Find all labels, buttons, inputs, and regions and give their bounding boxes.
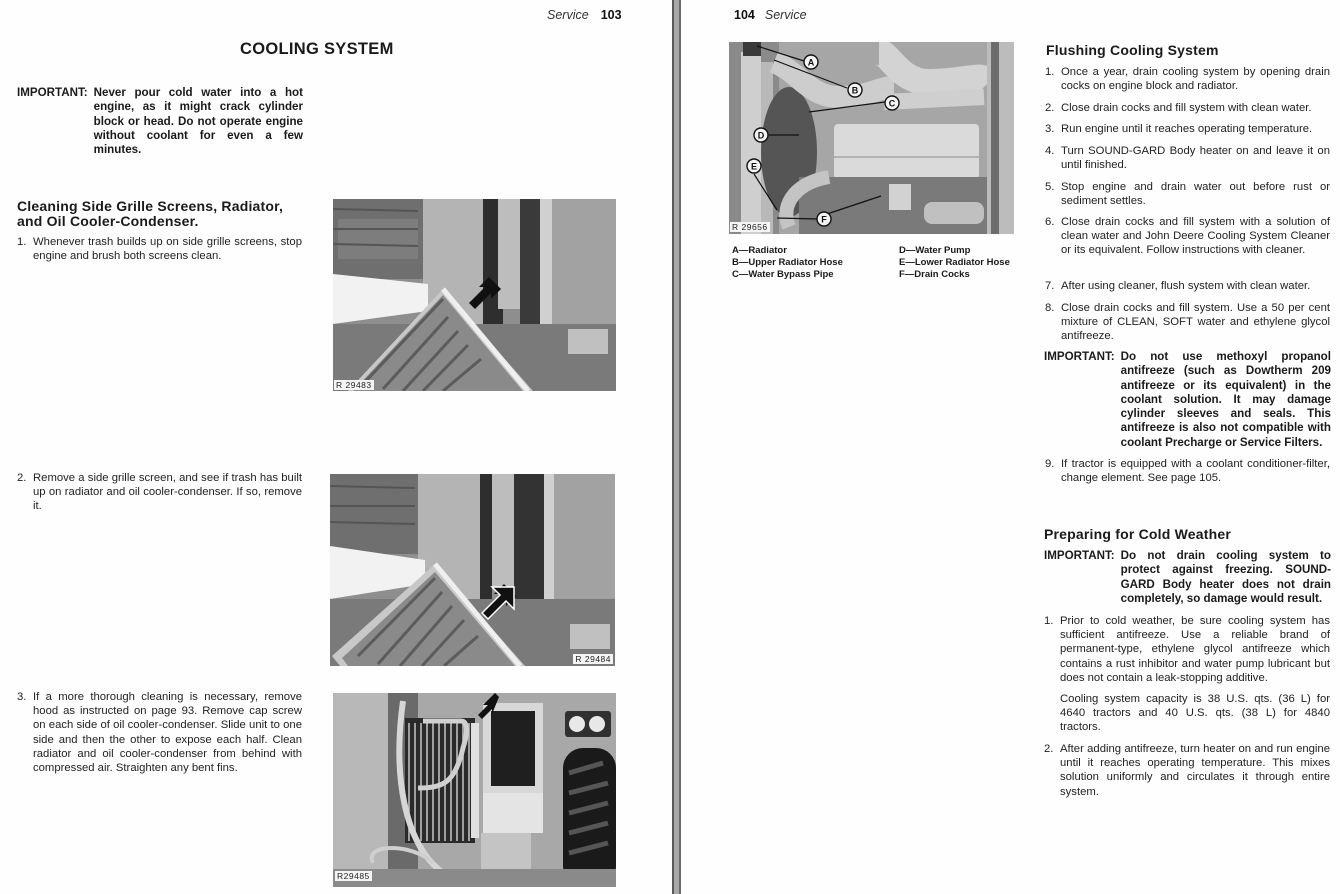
step-number: 6.: [1045, 216, 1055, 228]
page-number: 104: [734, 8, 755, 22]
step-number: 2.: [1044, 743, 1054, 755]
legend-item-drain-cocks: F—Drain Cocks: [899, 269, 970, 280]
section-title-flushing: Flushing Cooling System: [1046, 42, 1219, 58]
flush-step-6: [1045, 215, 1330, 258]
callout-C: C: [888, 98, 896, 109]
section-title-cold-weather: Preparing for Cold Weather: [1044, 526, 1231, 542]
important-text: Do not drain cooling system to protect against freezing. SOUND-GARD Body heater does not drain completely, so damage would result.: [1120, 549, 1331, 605]
legend-item-upper-hose: B—Upper Radiator Hose: [732, 257, 843, 268]
photo-code: R 29483: [336, 380, 372, 390]
flush-step-3: [1045, 122, 1330, 136]
step-text: Prior to cold weather, be sure cooling system has sufficient antifreeze. Use a reliable brand of permanent-type, ethylene glycol antifreeze which contains a rust inhibitor and water pump lubricant but does not contain a leak-stopping additive.: [1060, 615, 1330, 684]
important-tag: IMPORTANT:: [1044, 549, 1115, 562]
step-text: Close drain cocks and fill system with clean water.: [1061, 102, 1312, 114]
photo-code: R29485: [337, 871, 370, 881]
photo-grille-removed-image: [330, 474, 615, 666]
step-text: Remove a side grille screen, and see if trash has built up on radiator and oil cooler-condenser. If so, remove it.: [33, 472, 302, 513]
capacity-note: Cooling system capacity is 38 U.S. qts. (36 L) for 4640 tractors and 40 U.S. qts. (38 L) for 4840 tractors.: [1060, 693, 1330, 734]
important-notice-freezing: [1044, 549, 1331, 606]
page-gutter: [672, 0, 681, 894]
important-notice: [17, 86, 303, 157]
step-text: After using cleaner, flush system with clean water.: [1061, 280, 1311, 292]
step-number: 2.: [1045, 102, 1055, 114]
figure-engine-image: [729, 42, 1014, 234]
step-text: After adding antifreeze, turn heater on and run engine until it reaches operating temperature. This mixes solution uniformly and circulates it through entire system.: [1060, 743, 1330, 798]
step-text: If tractor is equipped with a coolant conditioner-filter, change element. See page 105.: [1061, 458, 1330, 485]
flush-step-4: [1045, 144, 1330, 172]
step-text: Once a year, drain cooling system by opening drain cocks on engine block and radiator.: [1061, 66, 1330, 93]
page-number: 103: [600, 8, 622, 22]
page-104: [681, 0, 1340, 894]
step-number: 3.: [17, 691, 27, 703]
step-number: 7.: [1045, 280, 1055, 292]
step-number: 2.: [17, 472, 27, 484]
important-text: Do not use methoxyl propanol antifreeze (such as Dowtherm 209 antifreeze or its equivalent) in the coolant solution. It may damage cylinder sleeves and seals. This antifreeze is also not compatible with coolant Precharge or Service Filters.: [1120, 350, 1331, 449]
important-text: Never pour cold water into a hot engine, as it might crack cylinder block or head. Do not operate engine without coolant for even a few minutes.: [93, 86, 303, 157]
flush-step-7: [1045, 279, 1330, 293]
step-number: 1.: [1045, 66, 1055, 78]
step-3: [17, 690, 302, 775]
chapter-title: COOLING SYSTEM: [240, 40, 394, 58]
flush-step-2: [1045, 101, 1330, 115]
figure-engine-cooling: [729, 42, 1014, 234]
step-1: [17, 235, 302, 263]
running-head-section: Service: [547, 8, 589, 22]
step-number: 1.: [17, 236, 27, 248]
step-number: 5.: [1045, 181, 1055, 193]
step-number: 4.: [1045, 145, 1055, 157]
legend-item-lower-hose: E—Lower Radiator Hose: [899, 257, 1010, 268]
section-title-cleaning: Cleaning Side Grille Screens, Radiator, and Oil Cooler-Condenser.: [17, 198, 284, 229]
cold-step-2: [1044, 742, 1330, 799]
flush-step-1: [1045, 65, 1330, 93]
legend-item-radiator: A—Radiator: [732, 245, 787, 256]
important-tag: IMPORTANT:: [17, 86, 88, 99]
step-text: Stop engine and drain water out before rust or sediment settles.: [1061, 181, 1330, 208]
step-number: 3.: [1045, 123, 1055, 135]
callout-E: E: [750, 161, 758, 172]
callout-F: F: [821, 214, 827, 225]
callout-B: B: [851, 85, 859, 96]
running-head: [734, 8, 807, 22]
callout-A: A: [807, 57, 815, 68]
step-text: Turn SOUND-GARD Body heater on and leave it on until finished.: [1061, 145, 1330, 172]
running-head-section: Service: [764, 8, 807, 22]
step-2: [17, 471, 302, 514]
step-text: Close drain cocks and fill system. Use a 50 per cent mixture of CLEAN, SOFT water and ethylene glycol antifreeze.: [1061, 302, 1330, 343]
photo-code: R 29484: [575, 654, 611, 664]
flush-step-8: [1045, 301, 1330, 344]
photo-grille-removed: [330, 474, 615, 666]
flush-step-9: [1045, 457, 1330, 485]
photo-oil-cooler-image: [333, 693, 616, 887]
photo-grille-removal-image: [333, 199, 616, 391]
important-tag: IMPORTANT:: [1044, 350, 1115, 363]
important-notice-antifreeze: [1044, 350, 1331, 450]
running-head: [547, 8, 622, 22]
step-number: 9.: [1045, 458, 1055, 470]
step-text: Run engine until it reaches operating temperature.: [1061, 123, 1313, 135]
figure-legend-right: [899, 245, 1010, 281]
figure-code: R 29656: [732, 222, 768, 232]
step-number: 1.: [1044, 615, 1054, 627]
step-number: 8.: [1045, 302, 1055, 314]
legend-item-bypass-pipe: C—Water Bypass Pipe: [732, 269, 834, 280]
step-text: Close drain cocks and fill system with a solution of clean water and John Deere Cooling System Cleaner or its equivalent. Follow instructions with cleaner.: [1061, 216, 1330, 257]
photo-oil-cooler: [333, 693, 616, 887]
photo-grille-removal: [333, 199, 616, 391]
legend-item-water-pump: D—Water Pump: [899, 245, 971, 256]
step-text: Whenever trash builds up on side grille screens, stop engine and brush both screens clean.: [33, 236, 302, 263]
step-text: If a more thorough cleaning is necessary, remove hood as instructed on page 93. Remove cap screw on each side of oil cooler-condenser. Slide unit to one side and then the other to expose each half. Clean radiator and oil cooler-condenser from behind with compressed air. Straighten any bent fins.: [33, 691, 302, 775]
cold-step-1: [1044, 614, 1330, 685]
flush-step-5: [1045, 180, 1330, 208]
callout-D: D: [757, 130, 765, 141]
figure-legend-left: [732, 245, 843, 281]
